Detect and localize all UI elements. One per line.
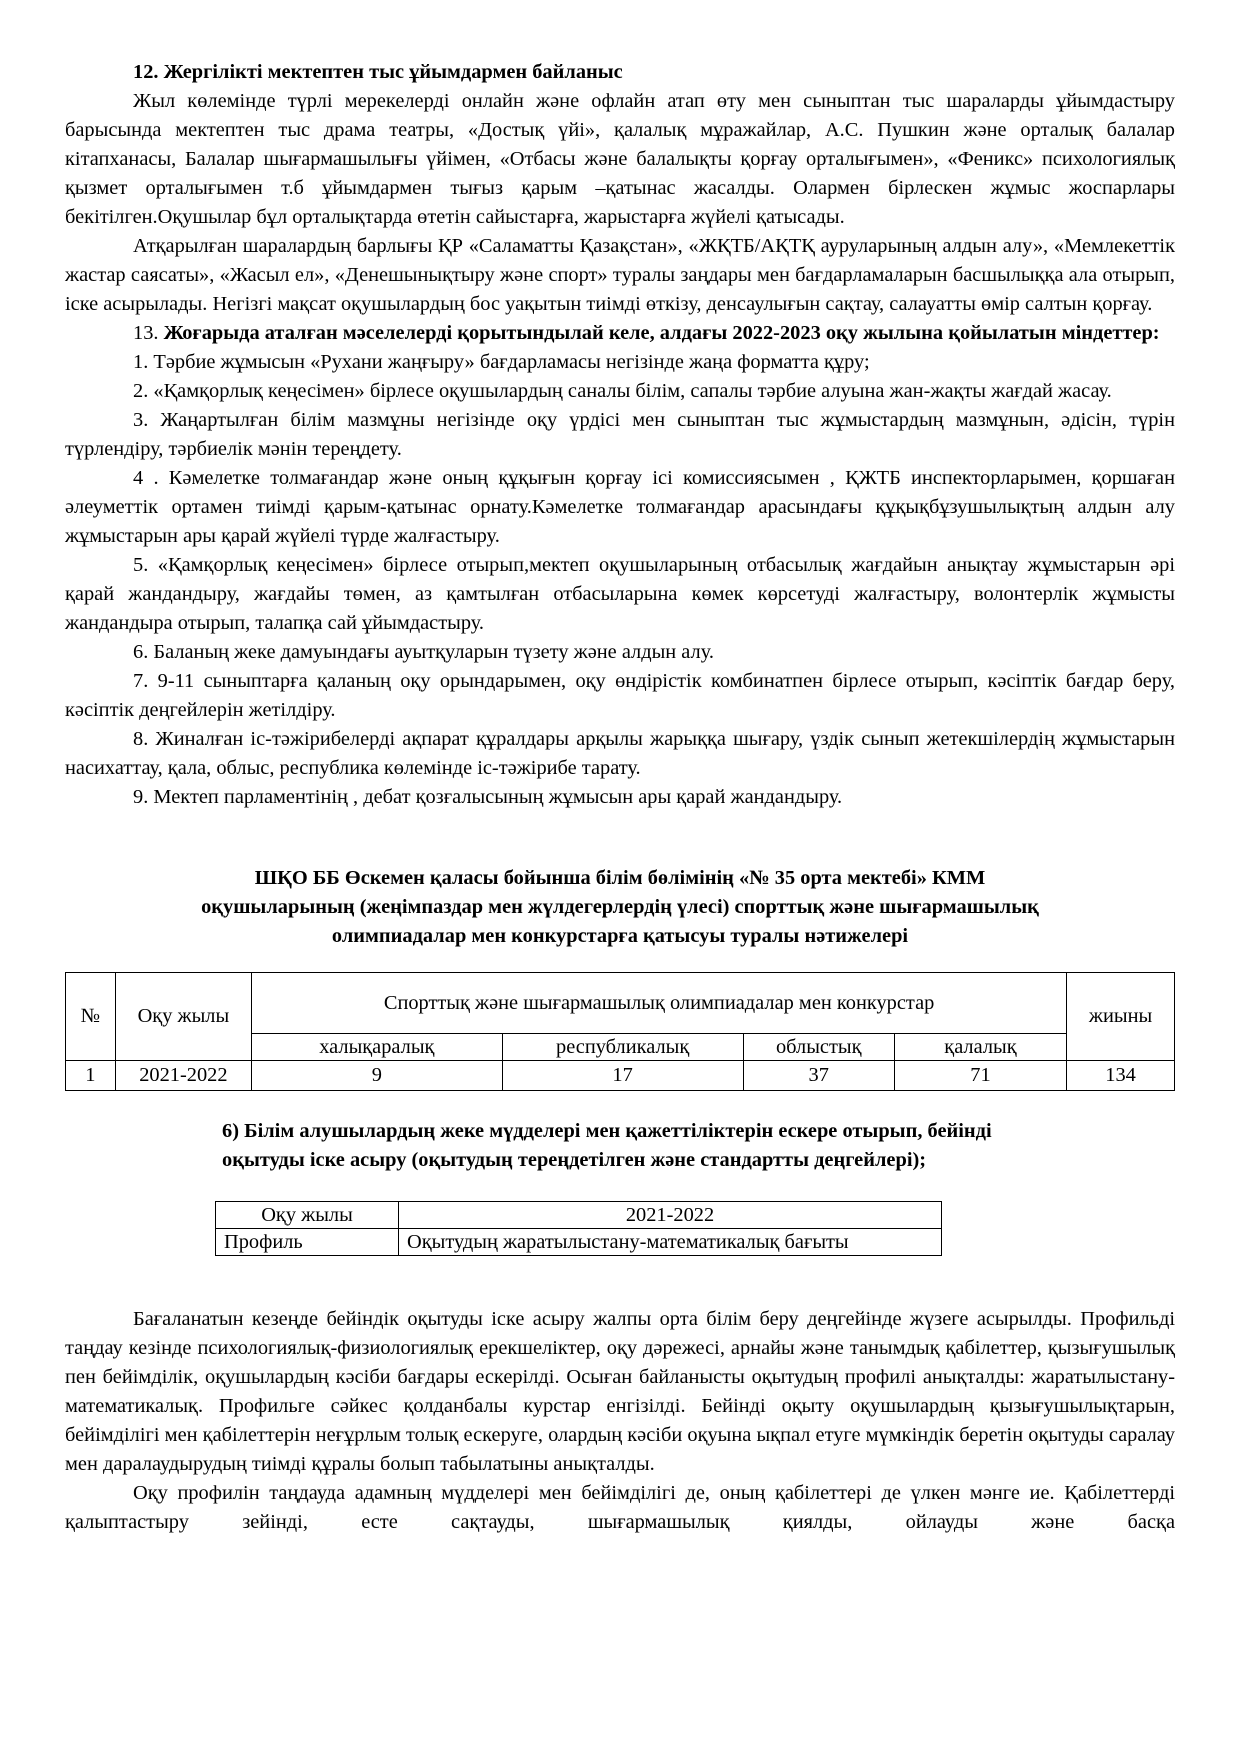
task-item-3: 3. Жаңартылған білім мазмұны негізінде оқу үрдісі мен сыныптан тыс жұмыстардың мазмұнын, әдісін, түрін түрлендіру, тәрбиелік мәнін тереңдету. <box>65 409 1175 460</box>
task-item-9: 9. Мектеп парламентінің , дебат қозғалысының жұмысын ары қарай жандандыру. <box>133 786 843 808</box>
results-title-line-1: ШҚО ББ Өскемен қаласы бойынша білім бөлімінің «№ 35 орта мектебі» КММ <box>254 867 986 889</box>
results-table <box>65 972 1175 1091</box>
profile-table <box>215 1201 942 1256</box>
task-item-2: 2. «Қамқорлық кеңесімен» бірлесе оқушылардың саналы білім, сапалы тәрбие алуына жан-жақты жағдай жасау. <box>133 380 1112 402</box>
header-school-year: Оқу жылы <box>115 973 251 1061</box>
results-title-line-2: оқушыларының (жеңімпаздар мен жүлдегерлердің үлесі) спорттық және шығармашылық <box>201 896 1039 918</box>
profile-label: Профиль <box>216 1229 399 1256</box>
profile-year-label: Оқу жылы <box>216 1202 399 1229</box>
profile-value: Оқытудың жаратылыстану-математикалық бағыты <box>399 1229 942 1256</box>
header-competitions: Спорттық және шығармашылық олимпиадалар мен конкурстар <box>252 973 1067 1034</box>
profile-year-value: 2021-2022 <box>399 1202 942 1229</box>
cell-school-year: 2021-2022 <box>115 1061 251 1091</box>
task-item-1: 1. Тәрбие жұмысын «Рухани жаңғыру» бағдарламасы негізінде жаңа форматта құру; <box>133 351 870 373</box>
header-international: халықаралық <box>252 1034 503 1061</box>
header-regional: облыстық <box>743 1034 894 1061</box>
header-total: жиыны <box>1067 973 1175 1061</box>
section-13-title: Жоғарыда аталған мәселелерді қорытындылай келе, алдағы 2022-2023 оқу жылына қойылатын міндеттер: <box>163 322 1160 344</box>
task-item-7: 7. 9-11 сыныптарға қаланың оқу орындарымен, оқу өндірістік комбинатпен бірлесе отырып, кәсіптік бағдар беру, кәсіптік деңгейлерін жетілдіру. <box>65 670 1175 721</box>
task-item-4: 4 . Кәмелетке толмағандар және оның құқығын қорғау ісі комиссиясымен , ҚЖТБ инспекторларымен, қоршаған әлеуметтік ортамен тиімді қарым-қатынас орнату.Кәмелетке толмағандар арасындағы құқықбұзушылықтың алдын алу жұмыстарын ары қарай жүйелі түрде жалғастыру. <box>65 467 1175 547</box>
section-6-heading <box>65 1117 1175 1175</box>
section-6-paragraph-1: Бағаланатын кезеңде бейіндік оқытуды іске асыру жалпы орта білім беру деңгейінде жүзеге асырылды. Профильді таңдау кезінде психологиялық-физиологиялық ерекшеліктер, оқу дәрежесі, арнайы және танымдық қабілеттер, қызығушылық пен бейімділік, оқушылардың кәсіби бағдары ескерілді. Осыған байланысты оқытудың профилі анықталды: жаратылыстану-математикалық. Профильге сәйкес қолданбалы курстар енгізілді. Бейінді оқыту оқушылардың қызығушылықтарын, бейімділігі мен қабілеттерін неғұрлым толық ескеруге, олардың кәсіби оқуына ықпал етуге мүмкіндік беретін оқытуды саралау мен даралаудырудың тиімді құралы болып табылатыны анықталды. <box>65 1308 1175 1475</box>
cell-city: 71 <box>894 1061 1066 1091</box>
cell-republican: 17 <box>502 1061 743 1091</box>
task-item-6: 6. Баланың жеке дамуындағы ауытқуларын түзету және алдын алу. <box>133 641 714 663</box>
document-page <box>65 58 1175 1537</box>
section-6-heading-line-1: 6) Білім алушылардың жеке мүдделері мен қажеттіліктерін ескере отырып, бейінді <box>222 1120 992 1142</box>
cell-number: 1 <box>66 1061 116 1091</box>
header-number: № <box>66 973 116 1061</box>
section-12-paragraph-2: Атқарылған шаралардың барлығы ҚР «Саламатты Қазақстан», «ЖҚТБ/АҚТҚ ауруларының алдын алу», «Мемлекеттік жастар саясаты», «Жасыл ел», «Денешынықтыру және спорт» туралы заңдары мен бағдарламаларын басшылыққа ала отырып, іске асырылады. Негізгі мақсат оқушылардың бос уақытын тиімді өткізу, денсаулығын сақтау, салауатты өмір салтын қорғау. <box>65 235 1175 315</box>
section-13-heading <box>65 319 1175 348</box>
cell-total: 134 <box>1067 1061 1175 1091</box>
header-republican: республикалық <box>502 1034 743 1061</box>
section-13-number: 13. <box>133 322 159 344</box>
task-item-5: 5. «Қамқорлық кеңесімен» бірлесе отырып,мектеп оқушыларының отбасылық жағдайын анықтау жұмыстарын әрі қарай жандандыру, жағдайы төмен, аз қамтылған отбасыларына көмек көрсетуді жалғастыру, волонтерлік жұмысты жандандыра отырып, талапқа сай ұйымдастыру. <box>65 554 1175 634</box>
section-6-paragraph-2: Оқу профилін таңдауда адамның мүдделері мен бейімділігі де, оның қабілеттері де үлкен мәнге ие. Қабілеттерді қалыптастыру зейінді, есте сақтауды, шығармашылық қиялды, ойлауды және басқа <box>65 1482 1175 1533</box>
cell-international: 9 <box>252 1061 503 1091</box>
section-6-heading-line-2: оқытуды іске асыру (оқытудың тереңдетілген және стандартты деңгейлері); <box>222 1149 927 1171</box>
results-title-line-3: олимпиадалар мен конкурстарға қатысуы туралы нәтижелері <box>331 925 909 947</box>
section-12-paragraph-1: Жыл көлемінде түрлі мерекелерді онлайн және офлайн атап өту мен сыныптан тыс шараларды ұйымдастыру барысында мектептен тыс драма театры, «Достық үйі», қалалық мұражайлар, А.С. Пушкин және орталық балалар кітапханасы, Балалар шығармашылығы үйімен, «Отбасы және балалықты қорғау орталығымен», «Феникс» психологиялық қызмет орталығымен т.б ұйымдармен тығыз қарым –қатынас жасалды. Олармен бірлескен жұмыс жоспарлары бекітілген.Оқушылар бұл орталықтарда өтетін сайыстарға, жарыстарға жүйелі қатысады. <box>65 90 1175 228</box>
table-row <box>66 1061 1175 1091</box>
section-12-heading: 12. Жергілікті мектептен тыс ұйымдармен байланыс <box>133 61 623 83</box>
cell-regional: 37 <box>743 1061 894 1091</box>
task-item-8: 8. Жиналған іс-тәжірибелерді ақпарат құралдары арқылы жарыққа шығару, үздік сынып жетекшілердің жұмыстарын насихаттау, қала, облыс, республика көлемінде іс-тәжірибе тарату. <box>65 728 1175 779</box>
header-city: қалалық <box>894 1034 1066 1061</box>
